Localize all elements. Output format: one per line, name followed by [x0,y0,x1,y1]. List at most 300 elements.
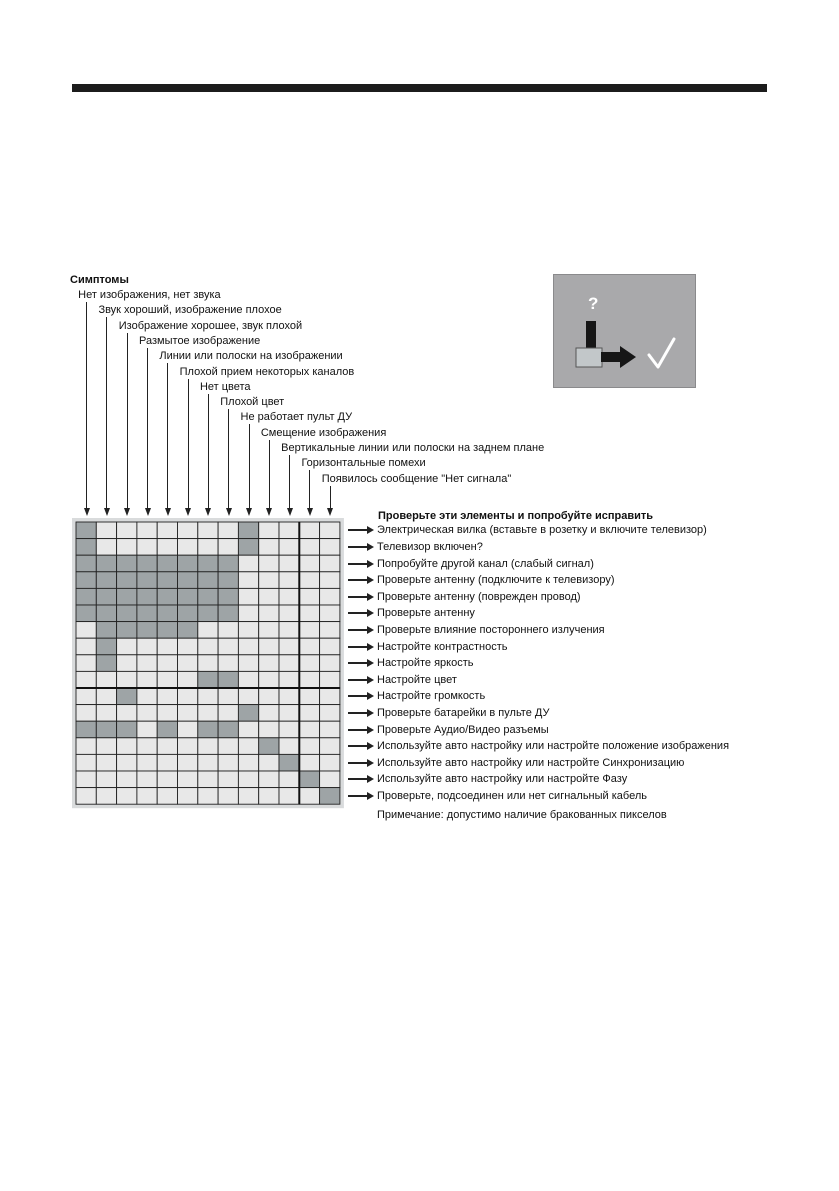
grid-cell [137,721,157,738]
right-arrow-icon [348,546,368,548]
grid-cell [76,655,96,672]
symptom-arrow-head [205,508,211,516]
grid-cell [137,705,157,722]
action-row [348,723,549,737]
grid-cell-filled [96,622,116,639]
grid-cell [137,738,157,755]
grid-cell [320,638,340,655]
grid-cell [178,671,198,688]
grid-cell [157,655,177,672]
note: Примечание: допустимо наличие бракованных пикселов [377,809,667,821]
symptom-arrow-line [188,379,189,509]
grid-cell [279,705,299,722]
grid-cell [299,572,319,589]
grid-cell [279,539,299,556]
action-label: Используйте авто настройку или настройте Синхронизацию [377,756,685,769]
action-label: Телевизор включен? [377,540,483,553]
check-title: Проверьте эти элементы и попробуйте исправить [378,510,654,522]
action-label: Проверьте антенну [377,607,475,620]
grid-cell [279,721,299,738]
symptom-label: Плохой прием некоторых каналов [179,365,355,378]
symptom-arrow-head [226,508,232,516]
grid-cell [178,705,198,722]
symptom-arrow-line [269,440,270,508]
grid-cell [299,721,319,738]
action-row [348,789,647,803]
grid-cell-filled [178,622,198,639]
right-arrow-icon [348,579,368,581]
grid-cell [279,738,299,755]
grid-cell [96,738,116,755]
grid-cell [320,588,340,605]
right-arrow-icon [348,729,368,731]
grid-cell [218,705,238,722]
grid-cell-filled [117,555,137,572]
right-arrow-icon [348,695,368,697]
grid-cell [198,688,218,705]
grid-cell [218,771,238,788]
grid-cell [238,688,258,705]
grid-cell [178,655,198,672]
grid-cell-filled [198,555,218,572]
grid-cell [198,522,218,539]
action-label: Используйте авто настройку или настройте положение изображения [377,740,730,753]
grid-cell [96,539,116,556]
grid-cell [76,622,96,639]
grid-cell [238,555,258,572]
grid-cell [279,555,299,572]
grid-cell [279,788,299,805]
grid-cell [238,788,258,805]
symptom-arrow-line [86,302,87,508]
grid-cell [238,605,258,622]
symptom-label: Нет изображения, нет звука [78,289,221,301]
grid-cell-filled [117,688,137,705]
grid-cell-filled [117,588,137,605]
right-arrow-icon [348,629,368,631]
grid-cell [279,605,299,622]
action-row [348,523,707,537]
grid-cell-filled [76,555,96,572]
grid-cell [137,671,157,688]
right-arrow-icon [348,596,368,598]
grid-cell-filled [218,572,238,589]
action-row [348,772,627,786]
right-arrow-icon [348,745,368,747]
action-label: Проверьте, подсоединен или нет сигнальный кабель [377,789,647,802]
action-row [348,756,684,770]
grid-cell [157,738,177,755]
grid-cell [238,671,258,688]
grid-cell [76,705,96,722]
grid-cell [218,539,238,556]
grid-cell [259,754,279,771]
grid-cell [299,754,319,771]
grid-cell [238,754,258,771]
symptom-arrow-line [249,424,250,508]
grid-cell-filled [218,605,238,622]
grid-cell [96,754,116,771]
right-arrow-icon [348,563,368,565]
symptom-arrow-head [266,508,272,516]
grid-cell [259,539,279,556]
right-arrow-icon [348,646,368,648]
grid-cell [320,688,340,705]
grid-cell [96,671,116,688]
grid-cell [157,688,177,705]
grid-cell [198,788,218,805]
symptom-arrow-head [104,508,110,516]
grid-cell [259,555,279,572]
grid-cell [96,688,116,705]
grid-cell-filled [157,588,177,605]
symptom-arrow-line [127,333,128,508]
symptom-label: Звук хороший, изображение плохое [98,304,282,317]
grid-cell [137,539,157,556]
grid-cell-filled [76,522,96,539]
grid-cell [299,705,319,722]
grid-cell [238,771,258,788]
grid-cell [178,688,198,705]
grid-cell [137,688,157,705]
grid-cell [117,539,137,556]
action-row [348,590,581,604]
grid-cell [137,771,157,788]
grid-cell [157,539,177,556]
grid-cell [198,771,218,788]
action-label: Попробуйте другой канал (слабый сигнал) [377,557,594,570]
grid-cell-filled [117,605,137,622]
grid-cell [96,771,116,788]
grid-cell [76,671,96,688]
grid-cell-filled [96,638,116,655]
action-label: Настройте контрастность [377,640,508,653]
action-row [348,673,457,687]
grid-cell [320,721,340,738]
symptoms-title: Симптомы [70,274,129,286]
action-row [348,689,485,703]
action-label: Электрическая вилка (вставьте в розетку и включите телевизор) [377,524,707,537]
symptom-arrow-head [307,508,313,516]
right-arrow-icon [348,712,368,714]
grid-cell-filled [76,572,96,589]
grid-cell-filled [96,655,116,672]
grid-cell [259,688,279,705]
grid-cell-filled [198,721,218,738]
grid-cell-filled [76,539,96,556]
symptom-arrow-line [208,394,209,508]
symptom-label: Изображение хорошее, звук плохой [118,319,303,332]
grid-cell [157,522,177,539]
action-label: Проверьте Аудио/Видео разъемы [377,723,549,736]
action-row [348,540,483,554]
grid-cell-filled [96,555,116,572]
grid-cell [218,738,238,755]
action-row [348,573,614,587]
grid-cell [218,622,238,639]
grid-cell [96,522,116,539]
grid-cell [320,572,340,589]
grid-cell-filled [96,605,116,622]
action-label: Проверьте влияние постороннего излучения [377,623,605,636]
grid-cell [137,638,157,655]
right-arrow-icon [348,529,368,531]
grid-cell [218,754,238,771]
grid-cell-filled [137,605,157,622]
symptom-arrow-line [330,486,331,508]
symptom-arrow-head [185,508,191,516]
grid-cell-filled [117,622,137,639]
symptom-label: Плохой цвет [220,396,285,409]
top-rule [72,84,767,92]
grid-cell-filled [218,721,238,738]
grid-cell-filled [157,605,177,622]
grid-cell-filled [178,588,198,605]
grid-cell [320,705,340,722]
action-label: Настройте яркость [377,657,474,670]
grid-cell-filled [178,572,198,589]
grid-cell [238,588,258,605]
grid-cell [299,555,319,572]
grid-cell [76,638,96,655]
grid-cell [279,522,299,539]
grid-cell [299,638,319,655]
symptom-label: Смещение изображения [260,426,387,439]
right-arrow-icon [348,612,368,614]
right-arrow-icon [348,662,368,664]
grid-cell-filled [137,622,157,639]
grid-cell [157,788,177,805]
right-arrow-icon [348,778,368,780]
symptom-arrow-head [145,508,151,516]
symptom-arrow-line [289,455,290,508]
grid-cell [137,522,157,539]
grid-cell-filled [157,572,177,589]
action-row [348,623,605,637]
grid-cell [198,622,218,639]
action-row [348,656,473,670]
grid-cell [238,655,258,672]
symptom-arrow-line [228,409,229,508]
grid-cell [76,688,96,705]
grid-cell-filled [137,555,157,572]
grid-cell-filled [218,555,238,572]
action-label: Проверьте антенну (поврежден провод) [377,590,581,603]
grid-cell [238,638,258,655]
troubleshooting-grid [72,518,344,809]
grid-cell-filled [238,522,258,539]
grid-cell [76,738,96,755]
grid-cell [218,522,238,539]
grid-cell [320,754,340,771]
grid-cell [76,771,96,788]
grid-cell-filled [178,555,198,572]
grid-cell-filled [198,605,218,622]
action-label: Настройте цвет [377,673,457,686]
grid-cell [198,738,218,755]
grid-cell-filled [137,588,157,605]
grid-cell [96,788,116,805]
grid-cell [259,788,279,805]
grid-cell [320,771,340,788]
grid-cell [117,771,137,788]
symptom-arrow-head [287,508,293,516]
grid-cell-filled [76,588,96,605]
grid-cell [178,771,198,788]
grid-cell [117,705,137,722]
symptom-label: Появилось сообщение "Нет сигнала" [321,472,512,485]
grid-cell-filled [96,572,116,589]
grid-cell [178,721,198,738]
grid-cell [259,655,279,672]
grid-cell [279,771,299,788]
symptom-label: Размытое изображение [139,334,261,347]
symptom-label: Нет цвета [199,380,251,393]
right-arrow-icon [348,679,368,681]
action-row [348,739,729,753]
symptom-arrow-line [309,470,310,508]
grid-cell [178,638,198,655]
grid-cell [299,605,319,622]
grid-cell [279,622,299,639]
grid-cell-filled [117,721,137,738]
grid-cell [157,771,177,788]
grid-cell [238,572,258,589]
grid-cell [299,688,319,705]
grid-cell [259,671,279,688]
action-label: Проверьте антенну (подключите к телевизору) [377,574,615,587]
grid-cell [76,788,96,805]
action-row [348,640,507,654]
action-label: Настройте громкость [377,690,486,703]
grid-cell [198,655,218,672]
action-row [348,557,594,571]
grid-cell [96,705,116,722]
grid-cell [299,738,319,755]
action-label: Используйте авто настройку или настройте Фазу [377,773,628,786]
grid-cell [279,572,299,589]
grid-cell-filled [238,539,258,556]
grid-cell-filled [218,588,238,605]
grid-cell [137,788,157,805]
grid-cell-filled [218,671,238,688]
grid-cell [117,671,137,688]
grid-cell [178,788,198,805]
grid-cell [320,605,340,622]
symptom-label: Линии или полоски на изображении [159,350,343,363]
grid-cell [279,638,299,655]
grid-cell [259,605,279,622]
grid-cell-filled [299,771,319,788]
symptom-arrow-line [106,317,107,508]
right-arrow-icon [348,795,368,797]
grid-cell [218,638,238,655]
grid-cell-filled [279,754,299,771]
action-label: Проверьте батарейки в пульте ДУ [377,706,550,719]
grid-cell [259,588,279,605]
grid-cell-filled [178,605,198,622]
grid-cell-filled [137,572,157,589]
grid-cell [157,754,177,771]
grid-cell [238,721,258,738]
grid-cell-filled [157,622,177,639]
grid-cell [117,522,137,539]
symptom-arrow-head [124,508,130,516]
grid-cell [218,655,238,672]
grid-cell-filled [198,572,218,589]
grid-cell [157,705,177,722]
grid-cell [279,671,299,688]
grid-cell [320,738,340,755]
grid-cell-filled [96,588,116,605]
grid-cell [299,655,319,672]
grid-cell-filled [96,721,116,738]
grid-cell [157,638,177,655]
grid-cell-filled [76,721,96,738]
symptom-arrow-line [167,363,168,508]
grid-cell [178,539,198,556]
grid-cell [198,754,218,771]
grid-cell [259,572,279,589]
grid-cell [320,555,340,572]
grid-cell [299,522,319,539]
grid-cell [117,788,137,805]
action-row [348,706,549,720]
grid-cell-filled [76,605,96,622]
grid-cell [259,638,279,655]
grid-cell [299,671,319,688]
grid-cell [137,754,157,771]
symptom-label: Горизонтальные помехи [301,457,426,470]
grid-cell [320,671,340,688]
grid-cell [178,522,198,539]
grid-cell [198,539,218,556]
symptom-arrow-head [84,508,90,516]
grid-cell [238,622,258,639]
right-arrow-icon [348,762,368,764]
grid-cell [279,655,299,672]
grid-cell [238,738,258,755]
grid-cell [299,788,319,805]
grid-cell-filled [259,738,279,755]
question-mark: ? [588,294,599,313]
grid-cell [198,638,218,655]
grid-cell [117,738,137,755]
action-row [348,606,475,620]
grid-cell [320,622,340,639]
grid-cell [279,588,299,605]
grid-cell [259,705,279,722]
grid-cell [299,588,319,605]
grid-cell [259,721,279,738]
grid-cell [320,539,340,556]
grid-cell [259,522,279,539]
symptom-label: Вертикальные линии или полоски на заднем плане [281,442,545,454]
grid-cell [137,655,157,672]
grid-cell [117,754,137,771]
grid-cell-filled [320,788,340,805]
symptom-arrow-line [147,348,148,508]
symptom-label: Не работает пульт ДУ [240,411,353,424]
grid-cell [218,788,238,805]
grid-cell [259,622,279,639]
grid-cell [320,655,340,672]
grid-cell [320,522,340,539]
grid-cell [117,638,137,655]
grid-cell [178,754,198,771]
grid-cell-filled [198,588,218,605]
symptom-arrow-head [165,508,171,516]
